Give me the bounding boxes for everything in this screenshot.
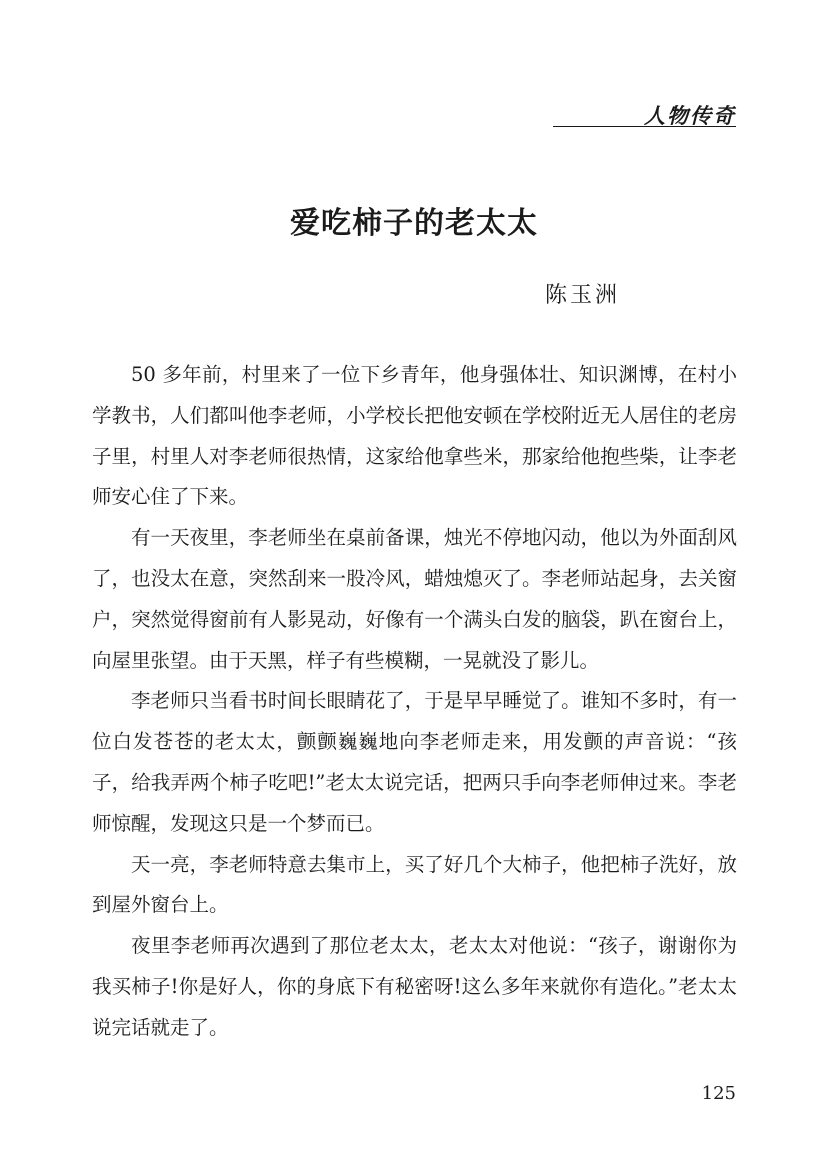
page-number: 125 [701, 1083, 736, 1104]
paragraph: 夜里李老师再次遇到了那位老太太，老太太对他说：“孩子，谢谢你为我买柿子!你是好人，你的身底下有秘密呀!这么多年来就你有造化。”老太太说完话就走了。 [92, 934, 737, 1039]
paragraph: 天一亮，李老师特意去集市上，买了好几个大柿子，他把柿子洗好，放到屋外窗台上。 [92, 852, 737, 917]
section-label: 人物传奇 [644, 104, 736, 128]
article-body [92, 355, 737, 1049]
paragraph: 李老师只当看书时间长眼睛花了，于是早早睡觉了。谁知不多时，有一位白发苍苍的老太太，颤颤巍巍地向李老师走来，用发颤的声音说：“孩子，给我弄两个柿子吃吧!”老太太说完话，把两只手向李老师伸过来。李老师惊醒，发现这只是一个梦而已。 [92, 689, 737, 835]
article-author: 陈玉洲 [545, 283, 621, 308]
article-title: 爱吃柿子的老太太 [290, 206, 538, 241]
paragraph: 50 多年前，村里来了一位下乡青年，他身强体壮、知识渊博，在村小学教书，人们都叫他李老师，小学校长把他安顿在学校附近无人居住的老房子里，村里人对李老师很热情，这家给他拿些米，那家给他抱些柴，让李老师安心住了下来。 [92, 363, 737, 509]
section-divider [553, 126, 736, 127]
paragraph: 有一天夜里，李老师坐在桌前备课，烛光不停地闪动，他以为外面刮风了，也没太在意，突然刮来一股冷风，蜡烛熄灭了。李老师站起身，去关窗户，突然觉得窗前有人影晃动，好像有一个满头白发的脑袋，趴在窗台上，向屋里张望。由于天黑，样子有些模糊，一晃就没了影儿。 [92, 526, 737, 672]
